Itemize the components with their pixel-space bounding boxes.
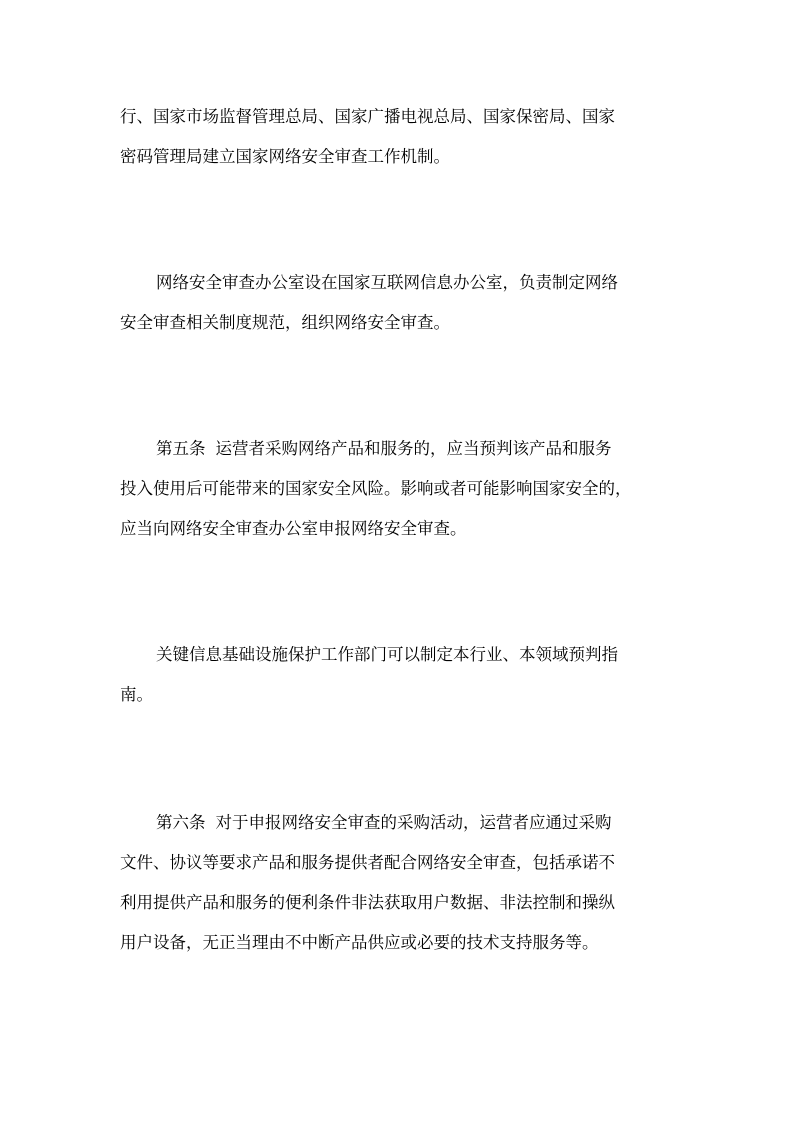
paragraph-2 — [120, 263, 676, 343]
text-line: 用户设备，无正当理由不中断产品供应或必要的技术支持服务等。 — [120, 933, 599, 952]
text-line: 应当向网络安全审查办公室申报网络安全审查。 — [120, 519, 467, 538]
article-number: 第五条 — [156, 439, 206, 458]
text-line: 密码管理局建立国家网络安全审查工作机制。 — [120, 147, 450, 166]
text-line: 南。 — [120, 685, 153, 704]
text-line: 关键信息基础设施保护工作部门可以制定本行业、本领域预判指 — [156, 645, 618, 664]
text-line — [120, 429, 676, 469]
paragraph-article-5 — [120, 429, 676, 549]
article-text: 对于申报网络安全审查的采购活动，运营者应通过采购 — [215, 813, 612, 832]
paragraph-4 — [120, 635, 676, 715]
paragraph-1 — [120, 97, 676, 177]
text-line: 投入使用后可能带来的国家安全风险。影响或者可能影响国家安全的， — [120, 479, 632, 498]
article-text: 运营者采购网络产品和服务的，应当预判该产品和服务 — [215, 439, 612, 458]
text-line: 网络安全审查办公室设在国家互联网信息办公室，负责制定网络 — [156, 273, 618, 292]
text-line: 文件、协议等要求产品和服务提供者配合网络安全审查，包括承诺不 — [120, 853, 615, 872]
text-line: 利用提供产品和服务的便利条件非法获取用户数据、非法控制和操纵 — [120, 893, 615, 912]
text-line: 安全审查相关制度规范，组织网络安全审查。 — [120, 313, 450, 332]
article-number: 第六条 — [156, 813, 206, 832]
paragraph-article-6 — [120, 803, 676, 963]
text-line — [120, 803, 676, 843]
text-line: 行、国家市场监督管理总局、国家广播电视总局、国家保密局、国家 — [120, 107, 615, 126]
